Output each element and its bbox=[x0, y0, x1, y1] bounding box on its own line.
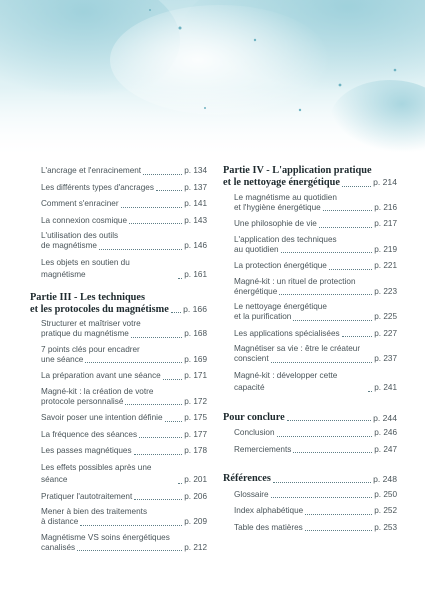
toc-page-number: p. 201 bbox=[184, 475, 207, 484]
toc-entry[interactable] bbox=[234, 427, 397, 440]
toc-entry[interactable] bbox=[41, 182, 207, 195]
toc-page-number: p. 223 bbox=[374, 286, 397, 296]
toc-entry[interactable] bbox=[41, 215, 207, 228]
toc-page-number: p. 161 bbox=[184, 270, 207, 279]
toc-entry-title: Les différents types d'ancrages bbox=[41, 182, 154, 192]
toc-entry-title: La protection énergétique bbox=[234, 261, 327, 270]
toc-entry-title-line: L'utilisation des outils bbox=[41, 231, 119, 240]
toc-entry-title-line: de magnétisme bbox=[41, 241, 97, 250]
dot-leader bbox=[271, 362, 373, 363]
toc-entry-title-line: Mener à bien des traitements bbox=[41, 507, 148, 516]
dot-leader bbox=[305, 530, 373, 531]
toc-entry[interactable] bbox=[234, 522, 397, 535]
toc-entry[interactable] bbox=[41, 462, 207, 487]
toc-page-number: p. 221 bbox=[374, 261, 397, 270]
toc-page-number: p. 134 bbox=[184, 166, 207, 175]
toc-entry[interactable] bbox=[234, 218, 397, 231]
dot-leader bbox=[271, 497, 373, 498]
toc-entry-title: La fréquence des séances bbox=[41, 429, 138, 439]
toc-entry[interactable] bbox=[234, 260, 397, 273]
toc-entry[interactable] bbox=[234, 444, 397, 457]
toc-page-number: p. 146 bbox=[184, 241, 207, 250]
toc-entry[interactable] bbox=[41, 319, 207, 341]
toc-page-number: p. 209 bbox=[184, 517, 207, 526]
toc-page-number: p. 168 bbox=[184, 329, 207, 338]
toc-page-number: p. 246 bbox=[374, 428, 397, 437]
toc-entry[interactable] bbox=[41, 445, 207, 458]
toc-page-number: p. 244 bbox=[373, 412, 397, 423]
part-title-line: et les protocoles du magnétisme bbox=[30, 303, 169, 315]
part-title-line: et le nettoyage énergétique bbox=[223, 177, 340, 188]
toc-right-column bbox=[223, 165, 397, 538]
toc-page-number: p. 247 bbox=[374, 444, 397, 454]
toc-entry-title: Magné-kit : développer cette capacité bbox=[234, 370, 338, 392]
toc-entry-title: Table des matières bbox=[234, 522, 303, 532]
toc-page-number: p. 252 bbox=[374, 506, 397, 515]
toc-page-number: p. 237 bbox=[374, 354, 397, 363]
toc-entry-title: La préparation avant une séance bbox=[41, 371, 161, 380]
toc-page-number: p. 217 bbox=[374, 219, 397, 228]
toc-entry-title-line: une séance bbox=[41, 354, 84, 364]
toc-entry-title: Les passes magnétiques bbox=[41, 446, 132, 455]
toc-entry[interactable] bbox=[41, 198, 207, 211]
part-title-line: Partie III - Les techniques bbox=[30, 291, 145, 303]
toc-entry-title: Les effets possibles après une séance bbox=[41, 462, 152, 484]
dot-leader bbox=[287, 420, 371, 421]
toc-page-number: p. 166 bbox=[183, 303, 207, 314]
dot-leader bbox=[125, 404, 182, 405]
dot-leader bbox=[77, 550, 182, 551]
dot-leader bbox=[323, 210, 373, 211]
toc-entry[interactable] bbox=[234, 235, 397, 257]
toc-page-number: p. 172 bbox=[184, 396, 207, 406]
toc-page-number: p. 169 bbox=[184, 354, 207, 364]
dot-leader bbox=[163, 379, 183, 380]
toc-entry-title-line: pratique du magnétisme bbox=[41, 329, 129, 338]
dot-leader bbox=[277, 436, 373, 437]
toc-entry-title-line: Magné-kit : la création de votre bbox=[41, 386, 154, 396]
part-title: Pour conclure bbox=[223, 411, 285, 423]
toc-page-number: p. 227 bbox=[374, 328, 397, 338]
toc-entry[interactable] bbox=[41, 387, 207, 409]
toc-entry[interactable] bbox=[41, 370, 207, 383]
dot-leader bbox=[273, 482, 371, 483]
toc-entry-title-line: au quotidien bbox=[234, 244, 279, 254]
dot-leader bbox=[178, 278, 182, 279]
toc-entry-title-line: conscient bbox=[234, 354, 269, 363]
toc-page-number: p. 248 bbox=[373, 474, 397, 484]
toc-part-heading[interactable] bbox=[223, 473, 397, 486]
toc-part-heading[interactable] bbox=[223, 165, 397, 190]
toc-entry-title-line: Magnétisme VS soins énergétiques bbox=[41, 532, 170, 542]
toc-entry[interactable] bbox=[41, 507, 207, 529]
toc-entry[interactable] bbox=[234, 370, 397, 395]
watercolor-wash bbox=[0, 0, 425, 160]
toc-entry-title: L'ancrage et l'enracinement bbox=[41, 166, 142, 175]
dot-leader bbox=[85, 362, 182, 363]
toc-page-number: p. 241 bbox=[374, 383, 397, 392]
toc-entry-title-line: 7 points clés pour encadrer bbox=[41, 344, 140, 354]
dot-leader bbox=[293, 320, 372, 321]
dot-leader bbox=[121, 207, 183, 208]
toc-entry-title-line: Le nettoyage énergétique bbox=[234, 302, 327, 311]
part-title: Références bbox=[223, 473, 271, 484]
dot-leader bbox=[281, 252, 373, 253]
toc-entry-title: Conclusion bbox=[234, 428, 275, 437]
toc-page-number: p. 225 bbox=[374, 312, 397, 321]
toc-page-number: p. 216 bbox=[374, 202, 397, 212]
toc-part-heading[interactable] bbox=[223, 412, 397, 425]
dot-leader bbox=[99, 249, 182, 250]
toc-entry[interactable] bbox=[41, 491, 207, 504]
toc-entry-title: Une philosophie de vie bbox=[234, 219, 317, 228]
toc-entry-title-line: protocole personnalisé bbox=[41, 396, 124, 406]
dot-leader bbox=[156, 190, 182, 191]
toc-entry-title: Les applications spécialisées bbox=[234, 328, 340, 338]
toc-entry-title-line: Le magnétisme au quotidien bbox=[234, 192, 337, 202]
toc-page-number: p. 178 bbox=[184, 446, 207, 455]
toc-entry[interactable] bbox=[41, 429, 207, 442]
toc-page-number: p. 177 bbox=[184, 429, 207, 439]
toc-entry[interactable] bbox=[41, 257, 207, 282]
toc-page-number: p. 214 bbox=[373, 177, 397, 187]
toc-page-number: p. 175 bbox=[184, 413, 207, 422]
toc-entry-title: Glossaire bbox=[234, 489, 269, 499]
toc-page-number: p. 212 bbox=[184, 542, 207, 552]
toc-page-number: p. 143 bbox=[184, 215, 207, 225]
toc-entry[interactable] bbox=[41, 231, 207, 253]
toc-entry-title: Pratiquer l'autotraitement bbox=[41, 491, 133, 501]
dot-leader bbox=[171, 312, 181, 313]
toc-entry-title-line: Magné-kit : un rituel de protection bbox=[234, 276, 356, 286]
toc-entry[interactable] bbox=[41, 412, 207, 425]
toc-page-number: p. 219 bbox=[374, 244, 397, 254]
dot-leader bbox=[342, 186, 371, 187]
toc-page-number: p. 141 bbox=[184, 199, 207, 208]
toc-entry[interactable] bbox=[234, 505, 397, 518]
toc-entry-title-line: canalisés bbox=[41, 542, 76, 552]
dot-leader bbox=[329, 269, 372, 270]
toc-entry-title: Savoir poser une intention définie bbox=[41, 413, 163, 422]
toc-left-column bbox=[30, 165, 207, 558]
dot-leader bbox=[178, 483, 182, 484]
toc-page-number: p. 250 bbox=[374, 489, 397, 499]
toc-entry-title-line: et l'hygiène énergétique bbox=[234, 202, 321, 212]
toc-entry-title-line: Structurer et maîtriser votre bbox=[41, 319, 141, 328]
toc-entry[interactable] bbox=[41, 345, 207, 367]
dot-leader bbox=[143, 174, 182, 175]
dot-leader bbox=[165, 421, 183, 422]
dot-leader bbox=[293, 452, 372, 453]
dot-leader bbox=[305, 514, 372, 515]
dot-leader bbox=[131, 337, 182, 338]
dot-leader bbox=[134, 454, 183, 455]
toc-entry-title: Remerciements bbox=[234, 444, 292, 454]
toc-entry-title: Les objets en soutien du magnétisme bbox=[41, 257, 130, 279]
toc-page-number: p. 171 bbox=[184, 371, 207, 380]
toc-page-number: p. 137 bbox=[184, 182, 207, 192]
toc-entry[interactable] bbox=[234, 489, 397, 502]
toc-entry-title-line: et la purification bbox=[234, 312, 292, 321]
toc-entry[interactable] bbox=[234, 344, 397, 366]
toc-entry[interactable] bbox=[41, 165, 207, 178]
dot-leader bbox=[134, 499, 182, 500]
toc-entry-title-line: Magnétiser sa vie : être le créateur bbox=[234, 344, 361, 353]
toc-page-number: p. 206 bbox=[184, 491, 207, 501]
dot-leader bbox=[139, 437, 182, 438]
toc-page-number: p. 253 bbox=[374, 522, 397, 532]
dot-leader bbox=[319, 227, 372, 228]
toc-entry-title: Index alphabétique bbox=[234, 506, 304, 515]
toc-entry-title-line: L'application des techniques bbox=[234, 234, 337, 244]
part-title-line: Partie IV - L'application pratique bbox=[223, 165, 372, 176]
dot-leader bbox=[368, 391, 372, 392]
toc-entry-title: La connexion cosmique bbox=[41, 215, 128, 225]
dot-leader bbox=[129, 223, 182, 224]
toc-part-heading[interactable] bbox=[30, 292, 207, 317]
toc-entry[interactable] bbox=[41, 533, 207, 555]
toc-entry-title-line: énergétique bbox=[234, 286, 278, 296]
toc-entry[interactable] bbox=[234, 302, 397, 324]
toc-entry[interactable] bbox=[234, 328, 397, 341]
toc-entry-title-line: à distance bbox=[41, 517, 79, 526]
toc-entry-title: Comment s'enraciner bbox=[41, 199, 119, 208]
toc-entry[interactable] bbox=[234, 193, 397, 215]
dot-leader bbox=[342, 336, 373, 337]
dot-leader bbox=[279, 294, 372, 295]
toc-entry[interactable] bbox=[234, 277, 397, 299]
dot-leader bbox=[80, 525, 182, 526]
